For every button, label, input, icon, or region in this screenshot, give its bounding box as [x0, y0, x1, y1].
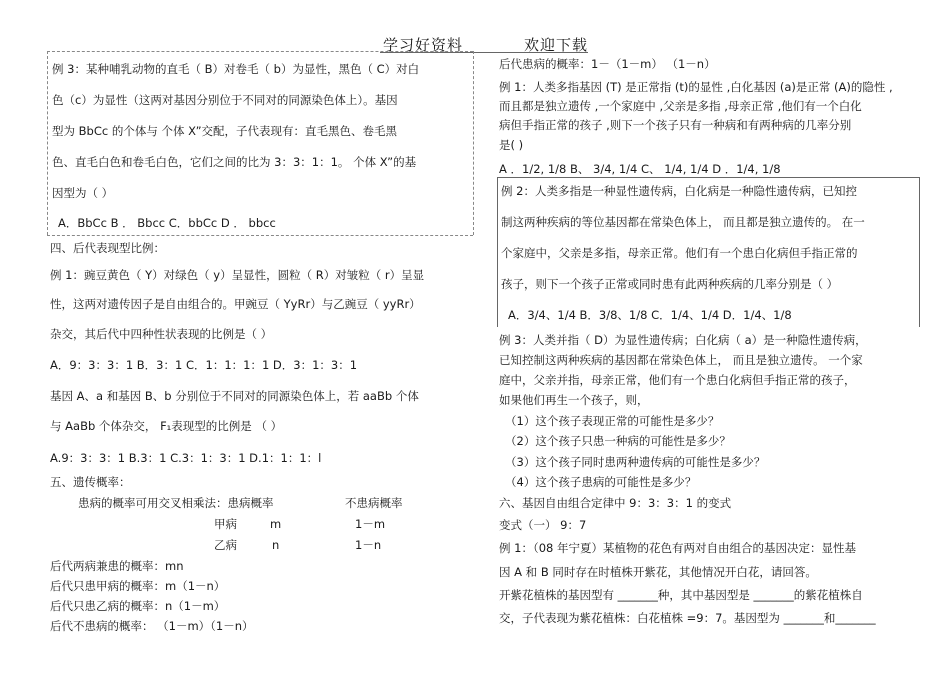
sec5-result1: 后代两病兼患的概率：mn	[50, 559, 184, 573]
ex2-box-left	[497, 177, 498, 327]
sec6-line3: 开紫花植株的基因型有 _______种，其中基因型是 _______的紫花植株自	[499, 588, 863, 602]
right-ex1-line3: 病但手指正常的孩子 ,则下一个孩子只有一种病和有两种病的几率分别	[499, 118, 852, 132]
sec4-line5: 与 AaBb 个体杂交， F₁表现型的比例是 （ ）	[50, 419, 283, 433]
sec6-variant1: 变式（一） 9：7	[499, 518, 587, 532]
right-ex3-q4: （4）这个孩子患病的可能性是多少？	[505, 475, 697, 489]
sec5-result2: 后代只患甲病的概率：m（1－n）	[50, 579, 226, 593]
sec4-line1: 例 1：豌豆黄色（ Y）对绿色（ y）呈显性，圆粒（ R）对皱粒（ r）呈显	[50, 268, 425, 282]
sec5-rowA-m: m	[270, 517, 282, 531]
right-ex3-line4: 如果他们再生一个孩子，则，	[499, 393, 649, 407]
sec4-options2: A.9：3：3：1 B.3：1 C.3：1：3：1 D.1：1：1：l	[50, 451, 322, 465]
sec4-line3: 杂交，其后代中四种性状表现的比例是（ ）	[50, 327, 273, 341]
sec5-rowB-1n: 1－n	[355, 538, 382, 552]
sec5-rowA-name: 甲病	[214, 517, 237, 531]
right-ex2-line2: 制这两种疾病的等位基因都在常染色体上， 而且都是独立遗传的。 在一	[501, 215, 865, 229]
left-ex3-line1: 例 3：某种哺乳动物的直毛（ B）对卷毛（ b）为显性，黑色（ C）对白	[52, 62, 420, 76]
sec5-result3: 后代只患乙病的概率：n（1－m）	[50, 599, 226, 613]
right-ex1-options: A ．1/2, 1/8 B、 3/4, 1/4 C、 1/4, 1/4 D ．1/4, 1/8	[499, 162, 781, 176]
section6-title: 六、基因自由组合定律中 9：3：3：1 的变式	[499, 496, 732, 510]
right-ex1-line4: 是( )	[499, 138, 524, 152]
sec4-line4: 基因 A、a 和基因 B、b 分别位于不同对的同源染色体上，若 aaBb 个体	[50, 389, 419, 403]
left-ex3-line5: 因型为（ ）	[52, 186, 114, 200]
box-top-border	[47, 51, 473, 52]
box-left-border	[47, 51, 48, 235]
right-ex3-q2: （2）这个孩子只患一种病的可能性是多少？	[505, 434, 731, 448]
left-ex3-options: A．BbCc B ． Bbcc C．bbCc D ． bbcc	[58, 216, 276, 230]
right-ex2-options: A．3/4、1/4 B．3/8、1/8 C．1/4、1/4 D．1/4、1/8	[508, 308, 792, 322]
right-top-line: 后代患病的概率：1－（1－m） （1－n）	[499, 57, 716, 71]
right-ex1-line1: 例 1：人类多指基因 (T) 是正常指 (t)的显性 ,白化基因 (a)是正常 (A)的隐性 ,	[499, 80, 893, 94]
sec6-line2: 因 A 和 B 同时存在时植株开紫花，其他情况开白花，请回答。	[499, 565, 817, 579]
right-ex3-line2: 已知控制这两种疾病的基因都在常染色体上， 而且是独立遗传。 一个家	[499, 353, 863, 367]
ex2-box-right	[919, 177, 920, 327]
left-ex3-line2: 色（c）为显性（这两对基因分别位于不同对的同源染色体上）。基因	[52, 93, 398, 107]
section5-title: 五、遗传概率：	[50, 475, 131, 489]
right-ex2-line4: 孩子，则下一个孩子正常或同时患有此两种疾病的几率分别是（ ）	[501, 277, 839, 291]
header-title-right: 欢迎下载	[524, 36, 589, 54]
box-right-border	[473, 51, 474, 235]
ex2-box-top	[497, 177, 919, 178]
sec6-line4: 交，子代表现为紫花植株：白花植株 =9：7。基因型为 _______和_______	[499, 611, 876, 625]
sec4-line2: 性，这两对遗传因子是自由组合的。甲豌豆（ YyRr）与乙豌豆（ yyRr）	[50, 297, 421, 311]
sec4-options1: A．9：3：3：1 B．3：1 C．1：1：1：1 D．3：1：3：1	[50, 358, 358, 372]
right-ex2-line1: 例 2：人类多指是一种显性遗传病，白化病是一种隐性遗传病，已知控	[501, 184, 857, 198]
sec6-line1: 例 1：（08 年宁夏）某植物的花色有两对自由组合的基因决定：显性基	[499, 541, 857, 555]
right-ex3-line1: 例 3：人类并指（ D）为显性遗传病；白化病（ a）是一种隐性遗传病，	[499, 333, 867, 347]
sec5-rowB-name: 乙病	[214, 538, 237, 552]
left-ex3-line4: 色、直毛白色和卷毛白色，它们之间的比为 3：3：1：1。 个体 X”的基	[52, 155, 417, 169]
section4-title: 四、后代表现型比例：	[50, 241, 165, 255]
box-bottom-border	[47, 235, 473, 236]
sec5-rowB-n: n	[272, 538, 280, 552]
sec5-rowA-1m: 1－m	[355, 517, 386, 531]
sec5-col2-head: 不患病概率	[345, 496, 403, 510]
sec5-result4: 后代不患病的概率： （1－m）（1－n）	[50, 619, 254, 633]
right-ex1-line2: 而且都是独立遗传 ,一个家庭中 ,父亲是多指 ,母亲正常 ,他们有一个白化	[499, 99, 862, 113]
right-ex3-line3: 庭中，父亲并指，母亲正常，他们有一个患白化病但手指正常的孩子，	[499, 373, 856, 387]
sec5-intro: 患病的概率可用交叉相乘法：患病概率	[78, 496, 274, 510]
header-title-left: 学习好资料	[383, 36, 464, 54]
right-ex3-q1: （1）这个孩子表现正常的可能性是多少？	[505, 414, 720, 428]
right-ex3-q3: （3）这个孩子同时患两种遗传病的可能性是多少？	[505, 455, 766, 469]
right-ex2-line3: 个家庭中，父亲是多指，母亲正常。他们有一个患白化病但手指正常的	[501, 246, 858, 260]
left-ex3-line3: 型为 BbCc 的个体与 个体 X”交配，子代表现有：直毛黑色、卷毛黑	[52, 124, 398, 138]
header-underline	[380, 52, 588, 53]
